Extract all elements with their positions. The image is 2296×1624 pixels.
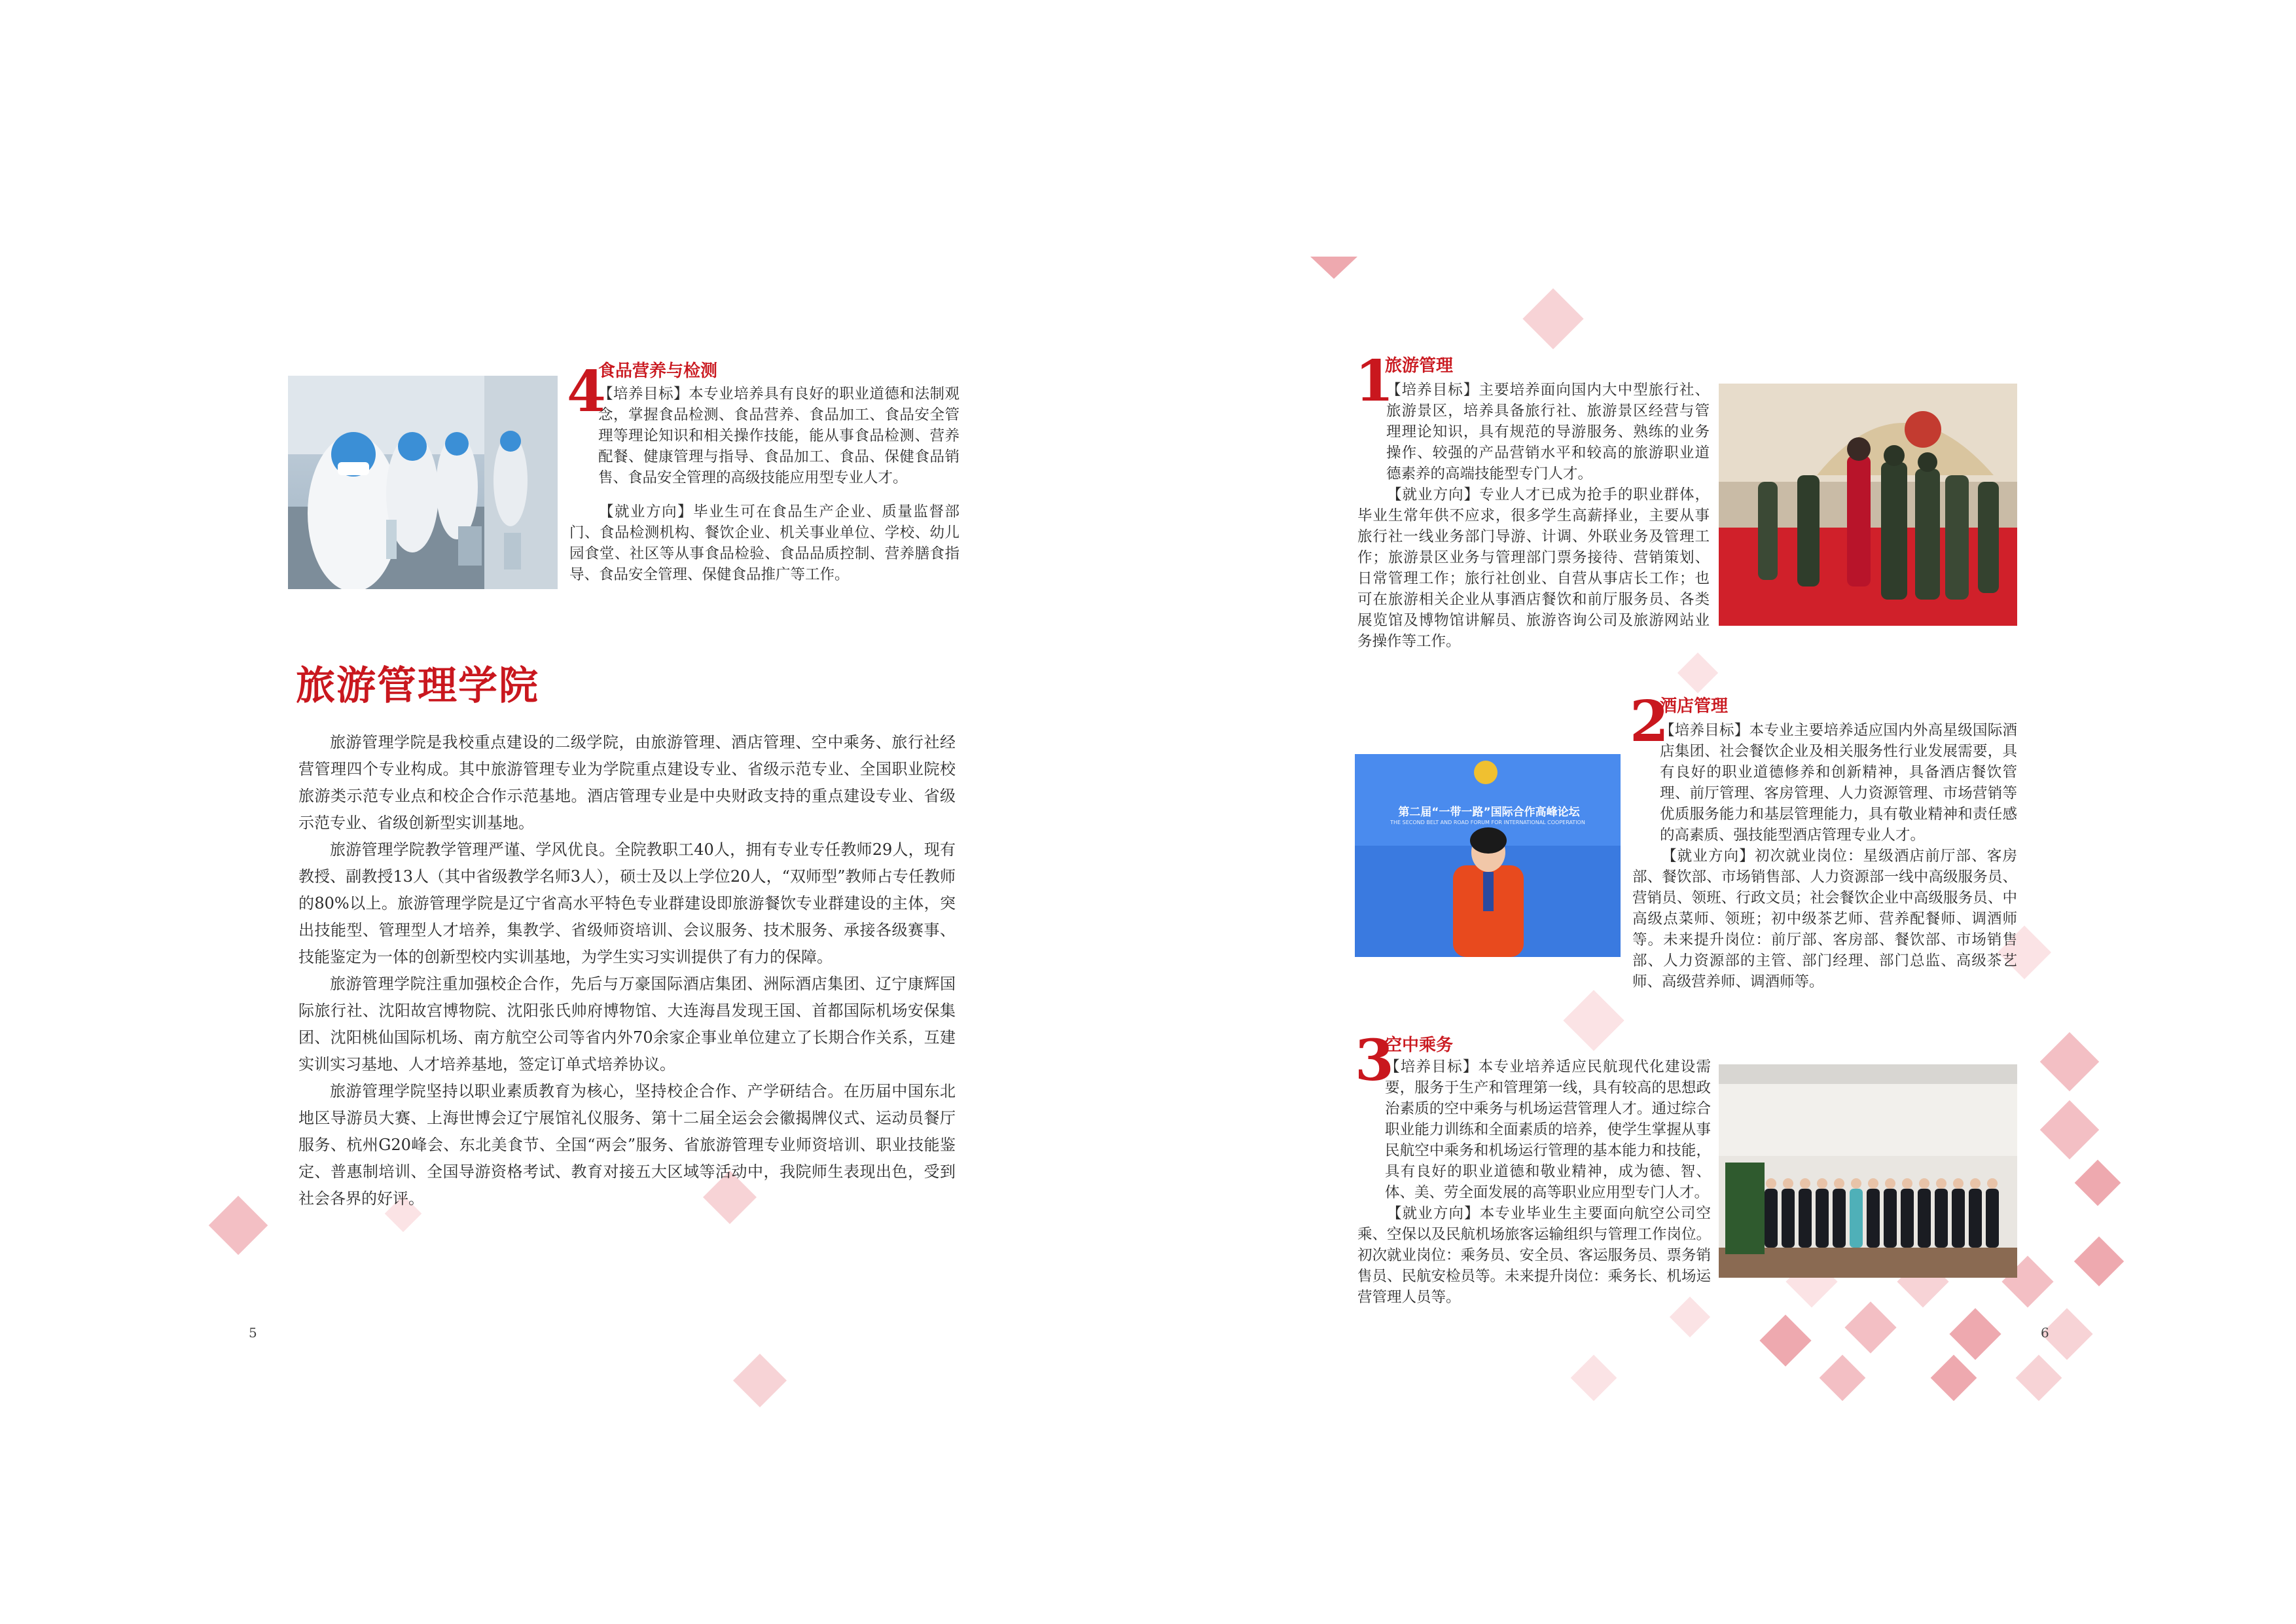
program-career-text: 【就业方向】毕业生可在食品生产企业、质量监督部门、食品检测机构、餐饮企业、机关事业单位、学校、幼儿园食堂、社区等从事食品检验、食品品质控制、营养膳食指导、食品安全管理、保健食品推广等工作。 [569,503,960,583]
decor-triangle [1310,257,1357,279]
program-career [1632,846,2017,992]
program-goal [1660,720,2017,846]
forum-photo [1355,754,1621,957]
forum-banner-subtitle: THE SECOND BELT AND ROAD FORUM FOR INTERNATIONAL COOPERATION [1390,820,1585,825]
decor-diamond [1820,1355,1866,1401]
crew-photo [1719,1064,2017,1278]
ceremony-photo [1719,384,2017,626]
program-career [1357,484,1710,652]
decor-diamond [2040,1032,2100,1092]
intro-paragraph: 旅游管理学院注重加强校企合作，先后与万豪国际酒店集团、洲际酒店集团、辽宁康辉国际旅行社、沈阳故宫博物院、沈阳张氏帅府博物馆、大连海昌发现王国、首都国际机场安保集团、沈阳桃仙国际机场、南方航空公司等省内外70余家企事业单位建立了长期合作关系，互建实训实习基地、人才培养基地，签定订单式培养协议。 [298,975,956,1074]
lab-photo [288,376,558,589]
decor-diamond [2074,1236,2124,1286]
crew-photo-illustration [1719,1064,2017,1278]
decor-diamond [1563,990,1624,1051]
forum-banner-title: 第二届“一带一路”国际合作高峰论坛 [1398,806,1580,819]
decor-diamond [1844,1301,1896,1353]
program-number: 1 [1355,348,1394,414]
college-title: 旅游管理学院 [296,663,539,709]
decor-diamond [1571,1355,1617,1401]
decor-diamond [209,1196,268,1255]
decor-diamond [1522,288,1583,349]
program-goal-text: 【培养目标】本专业主要培养适应国内外高星级国际酒店集团、社会餐饮企业及相关服务性行业发展需要，具有良好的职业道德修养和创新精神，具备酒店餐饮管理、前厅管理、客房管理、人力资源管理、市场营销等优质服务能力和基层管理能力，具有敬业精神和责任感的高素质、强技能型酒店管理专业人才。 [1660,722,2017,844]
program-career-text: 【就业方向】初次就业岗位：星级酒店前厅部、客房部、餐饮部、市场销售部、人力资源部一线中高级服务员、营销员、领班、行政文员；社会餐饮企业中高级服务员、中高级点菜师、领班；初中级茶艺师、营养配餐师、调酒师等。未来提升岗位：前厅部、客房部、餐饮部、市场销售部、人力资源部的主管、部门经理、部门总监、高级茶艺师、高级营养师、调酒师等。 [1632,848,2017,990]
lab-photo-illustration [288,376,558,589]
program-title: 酒店管理 [1660,696,1729,716]
decor-diamond [1759,1314,1811,1366]
decor-diamond [2075,1160,2121,1206]
intro-paragraph: 旅游管理学院是我校重点建设的二级学院，由旅游管理、酒店管理、空中乘务、旅行社经营管理四个专业构成。其中旅游管理专业为学院重点建设专业、省级示范专业、全国职业院校旅游类示范专业点和校企合作示范基地。酒店管理专业是中央财政支持的重点建设专业、省级示范专业、省级创新型实训基地。 [298,733,956,832]
program-goal [598,384,960,488]
program-title: 空中乘务 [1385,1036,1454,1055]
decor-diamond [733,1354,787,1407]
decor-diamond [2016,1355,2062,1401]
program-career-text: 【就业方向】本专业毕业生主要面向航空公司空乘、空保以及民航机场旅客运输组织与管理工作岗位。初次就业岗位：乘务员、安全员、客运服务员、票务销售员、民航安检员等。未来提升岗位：乘务长、机场运营管理人员等。 [1357,1205,1712,1306]
page-number: 5 [249,1325,257,1341]
program-title: 食品营养与检测 [598,361,718,381]
decor-diamond [1931,1355,1977,1401]
program-number: 3 [1355,1028,1394,1094]
program-goal-text: 【培养目标】本专业培养适应民航现代化建设需要，服务于生产和管理第一线，具有较高的思想政治素质的空中乘务与机场运营管理人才。通过综合职业能力训练和全面素质的培养，使学生掌握从事民航空中乘务和机场运行管理的基本能力和技能，具有良好的职业道德和敬业精神，成为德、智、体、美、劳全面发展的高等职业应用型专门人才。 [1385,1058,1711,1201]
program-number: 4 [567,359,606,425]
intro-paragraph: 旅游管理学院教学管理严谨、学风优良。全院教职工40人，拥有专业专任教师29人，现有教授、副教授13人（其中省级教学名师3人），硕士及以上学位20人，“双师型”教师占专任教师的80%以上。旅游管理学院是辽宁省高水平特色专业群建设即旅游餐饮专业群建设的主体，突出技能型、管理型人才培养，集教学、省级师资培训、会议服务、技术服务、承接各级赛事、技能鉴定为一体的创新型校内实训基地，为学生实习实训提供了有力的保障。 [298,840,956,966]
program-goal-text: 【培养目标】本专业培养具有良好的职业道德和法制观念，掌握食品检测、食品营养、食品加工、食品安全管理等理论知识和相关操作技能，能从事食品检测、营养配餐、健康管理与指导、食品加工、食品、保健食品销售、食品安全管理的高级技能应用型专业人才。 [598,386,960,486]
college-intro [298,729,956,1212]
decor-diamond [2040,1100,2100,1160]
decor-diamond [1677,653,1718,693]
forum-photo-illustration [1355,754,1621,957]
program-goal [1385,1056,1711,1203]
program-goal [1386,380,1710,484]
program-number: 2 [1630,689,1669,755]
program-career-text: 【就业方向】专业人才已成为抢手的职业群体，毕业生常年供不应求，很多学生高薪择业，主要从事旅行社一线业务部门导游、计调、外联业务及管理工作；旅游景区业务与管理部门票务接待、营销策划、日常管理工作；旅行社创业、自营从事店长工作；也可在旅游相关企业从事酒店餐饮和前厅服务员、各类展览馆及博物馆讲解员、旅游咨询公司及旅游网站业务操作等工作。 [1357,486,1710,650]
page-number: 6 [2041,1325,2049,1341]
program-title: 旅游管理 [1385,356,1454,376]
decor-diamond [1949,1308,2001,1360]
program-goal-text: 【培养目标】主要培养面向国内大中型旅行社、旅游景区，培养具备旅行社、旅游景区经营与管理理论知识，具有规范的导游服务、熟练的业务操作、较强的产品营销水平和较高的旅游职业道德素养的高端技能型专门人才。 [1386,382,1710,482]
intro-paragraph: 旅游管理学院坚持以职业素质教育为核心，坚持校企合作、产学研结合。在历届中国东北地区导游员大赛、上海世博会辽宁展馆礼仪服务、第十二届全运会会徽揭牌仪式、运动员餐厅服务、杭州G20峰会、东北美食节、全国“两会”服务、省旅游管理专业师资培训、职业技能鉴定、普惠制培训、全国导游资格考试、教育对接五大区域等活动中，我院师生表现出色，受到社会各界的好评。 [298,1082,956,1208]
program-career [569,501,960,585]
program-career [1357,1203,1711,1308]
ceremony-photo-illustration [1719,384,2017,626]
